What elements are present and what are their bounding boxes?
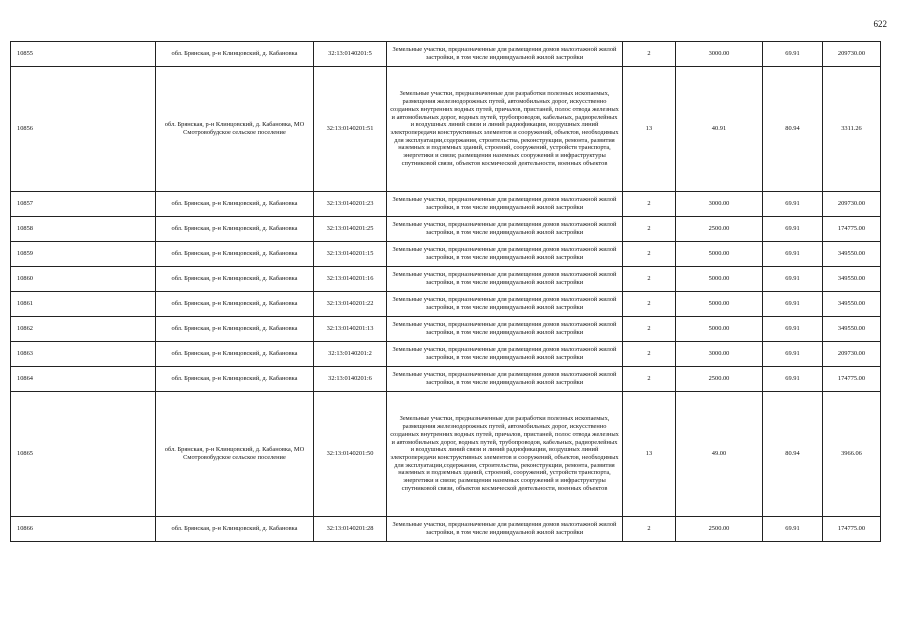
purpose-cell: Земельные участки, предназначенные для размещения домов малоэтажной жилой застройки, в том числе индивидуальной жилой застройки	[387, 242, 623, 267]
value-cell: 174775.00	[823, 217, 881, 242]
address-cell: обл. Брянская, р-н Клинцовский, д. Кабановка	[156, 217, 314, 242]
purpose-cell: Земельные участки, предназначенные для размещения домов малоэтажной жилой застройки, в том числе индивидуальной жилой застройки	[387, 192, 623, 217]
cadastral-number-cell: 32:13:0140201:23	[314, 192, 387, 217]
row-number: 10861	[11, 292, 156, 317]
rate-cell: 80.94	[763, 67, 823, 192]
rate-cell: 69.91	[763, 267, 823, 292]
table-row	[11, 267, 881, 292]
row-number: 10859	[11, 242, 156, 267]
address-cell: обл. Брянская, р-н Клинцовский, д. Кабановка, МО Смотровобудское сельское поселение	[156, 392, 314, 517]
cadastral-number-cell: 32:13:0140201:25	[314, 217, 387, 242]
purpose-cell: Земельные участки, предназначенные для размещения домов малоэтажной жилой застройки, в том числе индивидуальной жилой застройки	[387, 367, 623, 392]
group-cell: 2	[623, 367, 676, 392]
table-row	[11, 367, 881, 392]
address-cell: обл. Брянская, р-н Клинцовский, д. Кабановка	[156, 517, 314, 542]
address-cell: обл. Брянская, р-н Клинцовский, д. Кабановка	[156, 192, 314, 217]
address-cell: обл. Брянская, р-н Клинцовский, д. Кабановка	[156, 267, 314, 292]
value-cell: 349550.00	[823, 292, 881, 317]
rate-cell: 69.91	[763, 192, 823, 217]
group-cell: 2	[623, 192, 676, 217]
table-row	[11, 192, 881, 217]
table-row	[11, 242, 881, 267]
address-cell: обл. Брянская, р-н Клинцовский, д. Кабановка	[156, 42, 314, 67]
table-row	[11, 392, 881, 517]
row-number: 10866	[11, 517, 156, 542]
row-number: 10865	[11, 392, 156, 517]
row-number: 10855	[11, 42, 156, 67]
group-cell: 2	[623, 317, 676, 342]
purpose-cell: Земельные участки, предназначенные для размещения домов малоэтажной жилой застройки, в том числе индивидуальной жилой застройки	[387, 342, 623, 367]
area-cell: 5000.00	[676, 267, 763, 292]
value-cell: 3966.06	[823, 392, 881, 517]
table-row	[11, 292, 881, 317]
cadastral-table	[10, 41, 881, 542]
group-cell: 13	[623, 67, 676, 192]
rate-cell: 69.91	[763, 242, 823, 267]
value-cell: 349550.00	[823, 317, 881, 342]
value-cell: 174775.00	[823, 367, 881, 392]
rate-cell: 69.91	[763, 42, 823, 67]
area-cell: 2500.00	[676, 367, 763, 392]
area-cell: 3000.00	[676, 342, 763, 367]
purpose-cell: Земельные участки, предназначенные для размещения домов малоэтажной жилой застройки, в том числе индивидуальной жилой застройки	[387, 317, 623, 342]
area-cell: 5000.00	[676, 292, 763, 317]
value-cell: 3311.26	[823, 67, 881, 192]
address-cell: обл. Брянская, р-н Клинцовский, д. Кабановка	[156, 242, 314, 267]
cadastral-number-cell: 32:13:0140201:51	[314, 67, 387, 192]
purpose-cell: Земельные участки, предназначенные для разработки полезных ископаемых, размещения железнодорожных путей, автомобильных дорог, искусственно созданных внутренних водных путей, причалов, пристаней, полос отвода железных и автомобильных дорог, водных путей, трубопроводов, кабельных, радиорелейных и воздушных линий связи и линий радиофикации, воздушных линий электропередачи конструктивных элементов и сооружений, объектов, необходимых для эксплуатации,содержания, строительства, реконструкции, ремонта, развития наземных и подземных зданий, строений, сооружений, устройств транспорта, энергетики и связи; размещения наземных сооружений и инфраструктуры спутниковой связи, объектов космической деятельности, военных объектов	[387, 67, 623, 192]
table-row	[11, 342, 881, 367]
group-cell: 2	[623, 517, 676, 542]
group-cell: 13	[623, 392, 676, 517]
group-cell: 2	[623, 42, 676, 67]
area-cell: 2500.00	[676, 217, 763, 242]
row-number: 10860	[11, 267, 156, 292]
page-number: 622	[873, 19, 887, 29]
rate-cell: 69.91	[763, 517, 823, 542]
address-cell: обл. Брянская, р-н Клинцовский, д. Кабановка	[156, 292, 314, 317]
value-cell: 209730.00	[823, 192, 881, 217]
cadastral-number-cell: 32:13:0140201:22	[314, 292, 387, 317]
table-row	[11, 217, 881, 242]
area-cell: 3000.00	[676, 192, 763, 217]
purpose-cell: Земельные участки, предназначенные для размещения домов малоэтажной жилой застройки, в том числе индивидуальной жилой застройки	[387, 517, 623, 542]
group-cell: 2	[623, 292, 676, 317]
address-cell: обл. Брянская, р-н Клинцовский, д. Кабановка	[156, 342, 314, 367]
value-cell: 349550.00	[823, 267, 881, 292]
group-cell: 2	[623, 217, 676, 242]
area-cell: 3000.00	[676, 42, 763, 67]
purpose-cell: Земельные участки, предназначенные для размещения домов малоэтажной жилой застройки, в том числе индивидуальной жилой застройки	[387, 42, 623, 67]
table-row	[11, 67, 881, 192]
row-number: 10863	[11, 342, 156, 367]
group-cell: 2	[623, 267, 676, 292]
purpose-cell: Земельные участки, предназначенные для размещения домов малоэтажной жилой застройки, в том числе индивидуальной жилой застройки	[387, 292, 623, 317]
address-cell: обл. Брянская, р-н Клинцовский, д. Кабановка	[156, 367, 314, 392]
row-number: 10858	[11, 217, 156, 242]
rate-cell: 69.91	[763, 342, 823, 367]
area-cell: 49.00	[676, 392, 763, 517]
purpose-cell: Земельные участки, предназначенные для размещения домов малоэтажной жилой застройки, в том числе индивидуальной жилой застройки	[387, 217, 623, 242]
table-row	[11, 317, 881, 342]
area-cell: 2500.00	[676, 517, 763, 542]
value-cell: 174775.00	[823, 517, 881, 542]
row-number: 10856	[11, 67, 156, 192]
area-cell: 5000.00	[676, 242, 763, 267]
purpose-cell: Земельные участки, предназначенные для размещения домов малоэтажной жилой застройки, в том числе индивидуальной жилой застройки	[387, 267, 623, 292]
cadastral-number-cell: 32:13:0140201:6	[314, 367, 387, 392]
rate-cell: 80.94	[763, 392, 823, 517]
row-number: 10864	[11, 367, 156, 392]
area-cell: 40.91	[676, 67, 763, 192]
row-number: 10862	[11, 317, 156, 342]
address-cell: обл. Брянская, р-н Клинцовский, д. Кабановка, МО Смотровобудское сельское поселение	[156, 67, 314, 192]
value-cell: 349550.00	[823, 242, 881, 267]
cadastral-number-cell: 32:13:0140201:28	[314, 517, 387, 542]
rate-cell: 69.91	[763, 292, 823, 317]
table-row	[11, 42, 881, 67]
cadastral-number-cell: 32:13:0140201:13	[314, 317, 387, 342]
cadastral-number-cell: 32:13:0140201:15	[314, 242, 387, 267]
address-cell: обл. Брянская, р-н Клинцовский, д. Кабановка	[156, 317, 314, 342]
value-cell: 209730.00	[823, 342, 881, 367]
purpose-cell: Земельные участки, предназначенные для разработки полезных ископаемых, размещения железнодорожных путей, автомобильных дорог, искусственно созданных внутренних водных путей, причалов, пристаней, полос отвода железных и автомобильных дорог, водных путей, трубопроводов, кабельных, радиорелейных и воздушных линий связи и линий радиофикации, воздушных линий электропередачи конструктивных элементов и сооружений, объектов, необходимых для эксплуатации,содержания, строительства, реконструкции, ремонта, развития наземных и подземных зданий, строений, сооружений, устройств транспорта, энергетики и связи; размещения наземных сооружений и инфраструктуры спутниковой связи, объектов космической деятельности, военных объектов	[387, 392, 623, 517]
rate-cell: 69.91	[763, 217, 823, 242]
rate-cell: 69.91	[763, 317, 823, 342]
row-number: 10857	[11, 192, 156, 217]
cadastral-number-cell: 32:13:0140201:16	[314, 267, 387, 292]
rate-cell: 69.91	[763, 367, 823, 392]
cadastral-number-cell: 32:13:0140201:50	[314, 392, 387, 517]
value-cell: 209730.00	[823, 42, 881, 67]
area-cell: 5000.00	[676, 317, 763, 342]
group-cell: 2	[623, 342, 676, 367]
group-cell: 2	[623, 242, 676, 267]
table-row	[11, 517, 881, 542]
cadastral-number-cell: 32:13:0140201:5	[314, 42, 387, 67]
cadastral-number-cell: 32:13:0140201:2	[314, 342, 387, 367]
